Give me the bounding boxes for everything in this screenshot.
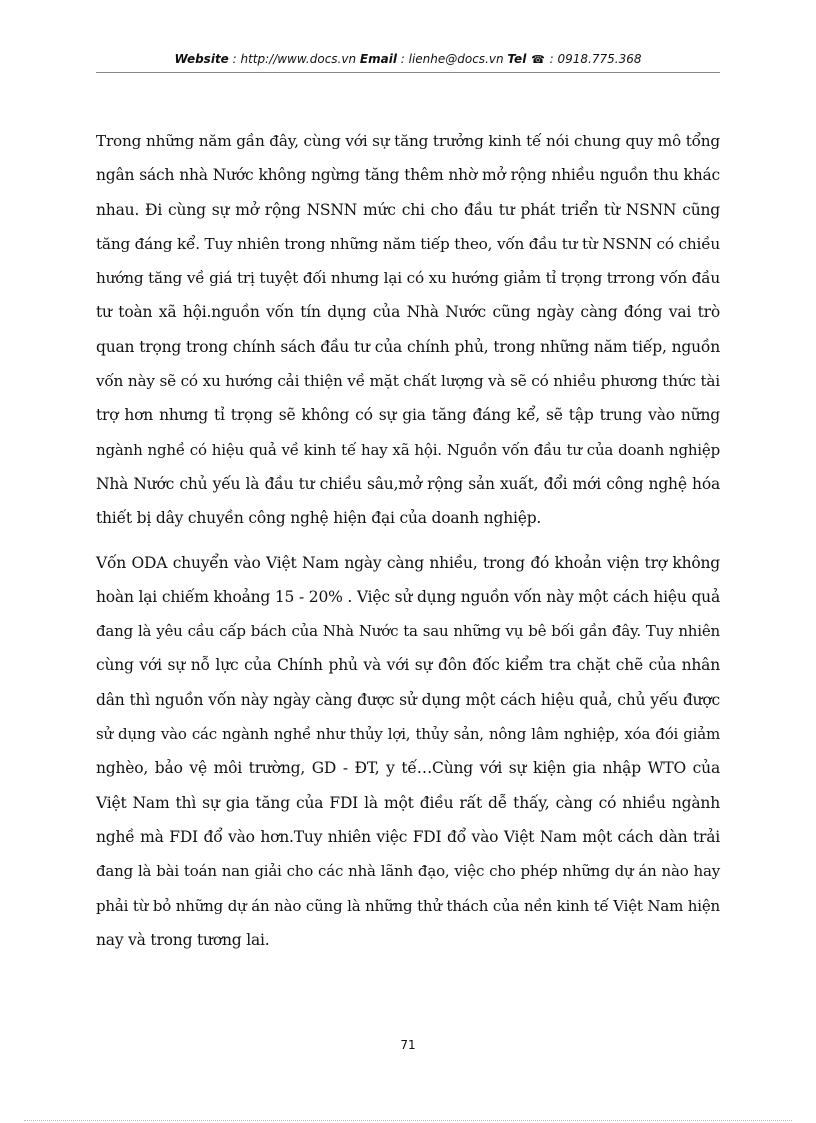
text-line: Vốn ODA chuyển vào Việt Nam ngày càng nhiều, trong đó khoản viện trợ không [96, 553, 720, 572]
page-header [96, 50, 720, 69]
text-line: ngành nghề có hiệu quả về kinh tế hay xã hội. Nguồn vốn đầu tư của doanh nghiệp [96, 440, 720, 459]
tel-separator: : [545, 52, 558, 66]
email-separator: : [396, 52, 409, 66]
text-line: nghèo, bảo vệ môi trường, GD - ĐT, y tế…Cùng với sự kiện gia nhập WTO của [96, 759, 720, 778]
text-line: đang là yêu cầu cấp bách của Nhà Nước ta sau những vụ bê bối gần đây. Tuy nhiên [96, 622, 720, 641]
text-line: nghề mà FDI đổ vào hơn.Tuy nhiên việc FDI đổ vào Việt Nam một cách dàn trải [96, 827, 720, 846]
document-body [96, 124, 720, 957]
tel-number: 0918.775.368 [557, 52, 642, 66]
text-line: trợ hơn nhưng tỉ trọng sẽ không có sự gia tăng đáng kể, sẽ tập trung vào nững [96, 406, 720, 425]
text-line: Việt Nam thì sự gia tăng của FDI là một điều rất dễ thấy, càng có nhiều ngành [96, 793, 720, 812]
page-number: 71 [400, 1038, 416, 1052]
paragraph-2 [96, 546, 720, 958]
page-bottom-divider [24, 1120, 792, 1121]
text-line: thiết bị dây chuyền công nghệ hiện đại của doanh nghiệp. [96, 509, 542, 528]
header-divider [96, 72, 720, 73]
website-url[interactable]: http://www.docs.vn [240, 52, 357, 66]
text-line: sử dụng vào các ngành nghề như thủy lợi, thủy sản, nông lâm nghiệp, xóa đói giảm [96, 725, 720, 744]
text-line: vốn này sẽ có xu hướng cải thiện về mặt chất lượng và sẽ có nhiều phương thức tài [96, 372, 720, 391]
email-address[interactable]: lienhe@docs.vn [408, 52, 504, 66]
text-line: nhau. Đi cùng sự mở rộng NSNN mức chi cho đầu tư phát triển từ NSNN cũng [96, 200, 720, 219]
paragraph-1 [96, 124, 720, 536]
text-line: cùng với sự nỗ lực của Chính phủ và với sự đôn đốc kiểm tra chặt chẽ của nhân [96, 656, 720, 675]
text-line: hướng tăng về giá trị tuyệt đối nhưng lại có xu hướng giảm tỉ trọng trrong vốn đầu [96, 269, 720, 288]
text-line: quan trọng trong chính sách đầu tư của chính phủ, trong những năm tiếp, nguồn [96, 337, 720, 356]
text-line: phải từ bỏ những dự án nào cũng là những thử thách của nền kinh tế Việt Nam hiện [96, 896, 720, 915]
text-line: tăng đáng kể. Tuy nhiên trong những năm tiếp theo, vốn đầu tư từ NSNN có chiều [96, 234, 720, 253]
phone-icon: ☎ [531, 53, 545, 66]
text-line: dân thì nguồn vốn này ngày càng được sử dụng một cách hiệu quả, chủ yếu được [96, 690, 720, 709]
text-line: hoàn lại chiếm khoảng 15 - 20% . Việc sử dụng nguồn vốn này một cách hiệu quả [96, 587, 720, 606]
text-line: đang là bài toán nan giải cho các nhà lãnh đạo, việc cho phép những dự án nào hay [96, 862, 720, 881]
email-label: Email [359, 52, 397, 66]
website-separator: : [228, 52, 241, 66]
text-line: Nhà Nước chủ yếu là đầu tư chiều sâu,mở rộng sản xuất, đổi mới công nghệ hóa [96, 474, 720, 493]
text-line: tư toàn xã hội.nguồn vốn tín dụng của Nhà Nước cũng ngày càng đóng vai trò [96, 303, 720, 322]
text-line: Trong những năm gần đây, cùng với sự tăng trưởng kinh tế nói chung quy mô tổng [96, 132, 720, 150]
text-line: ngân sách nhà Nước không ngừng tăng thêm nhờ mở rộng nhiều nguồn thu khác [96, 166, 720, 185]
text-line: nay và trong tương lai. [96, 930, 270, 949]
tel-label: Tel [507, 52, 527, 66]
website-label: Website [174, 52, 229, 66]
